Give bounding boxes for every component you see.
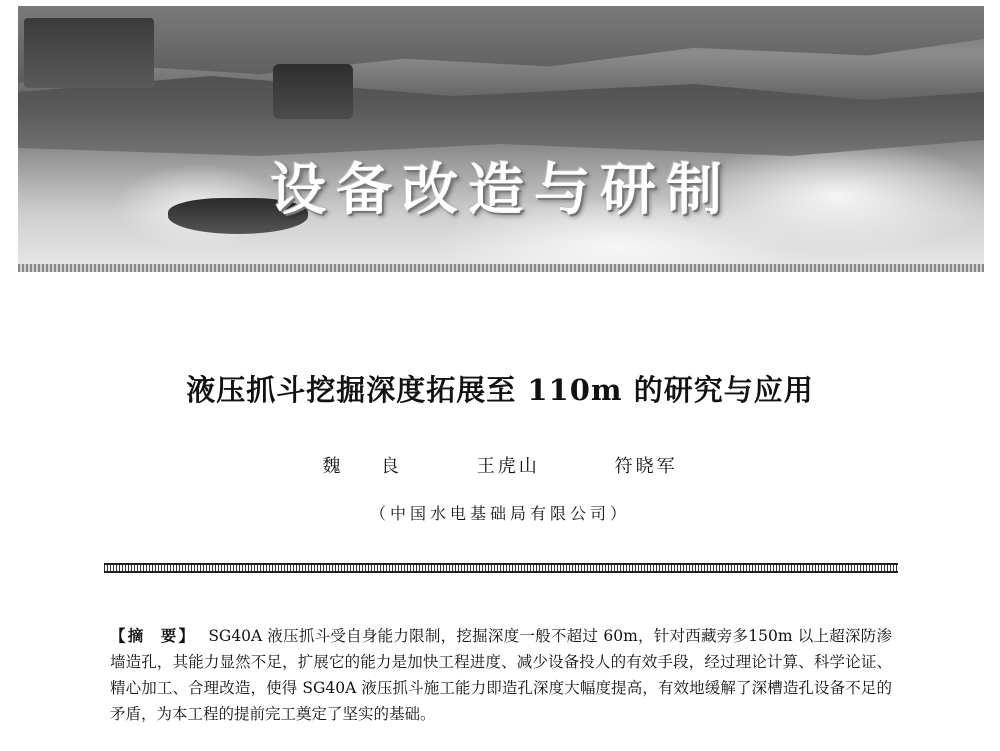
section-banner-title: 设备改造与研制: [270, 158, 732, 223]
article-affiliation: （中国水电基础局有限公司）: [369, 504, 630, 523]
abstract-text: SG40A 液压抓斗受自身能力限制，挖掘深度一般不超过 60m，针对西藏旁多150m 以上超深防渗墙造孔，其能力显然不足，扩展它的能力是加快工程进度、减少设备投人的有效手段，经过理论计算、科学论证、精心加工、合理改造，使得 SG40A 液压抓斗施工能力即造孔深度大幅度提高，有效地缓解了深槽造孔设备不足的矛盾，为本工程的提前完工奠定了坚实的基础。: [110, 627, 893, 723]
banner-photo: [18, 6, 984, 272]
banner-riverbank: [18, 76, 984, 156]
banner-truck: [24, 18, 154, 88]
abstract-label: 【摘 要】: [110, 626, 197, 645]
section-divider: [104, 563, 898, 573]
banner-bottom-rule: [18, 264, 984, 272]
article-title: 液压抓斗挖掘深度拓展至 110m 的研究与应用: [186, 373, 814, 407]
article-authors: 魏 良 王虎山 符晓军: [322, 456, 678, 477]
banner-excavator: [273, 64, 353, 119]
abstract: [110, 623, 892, 727]
